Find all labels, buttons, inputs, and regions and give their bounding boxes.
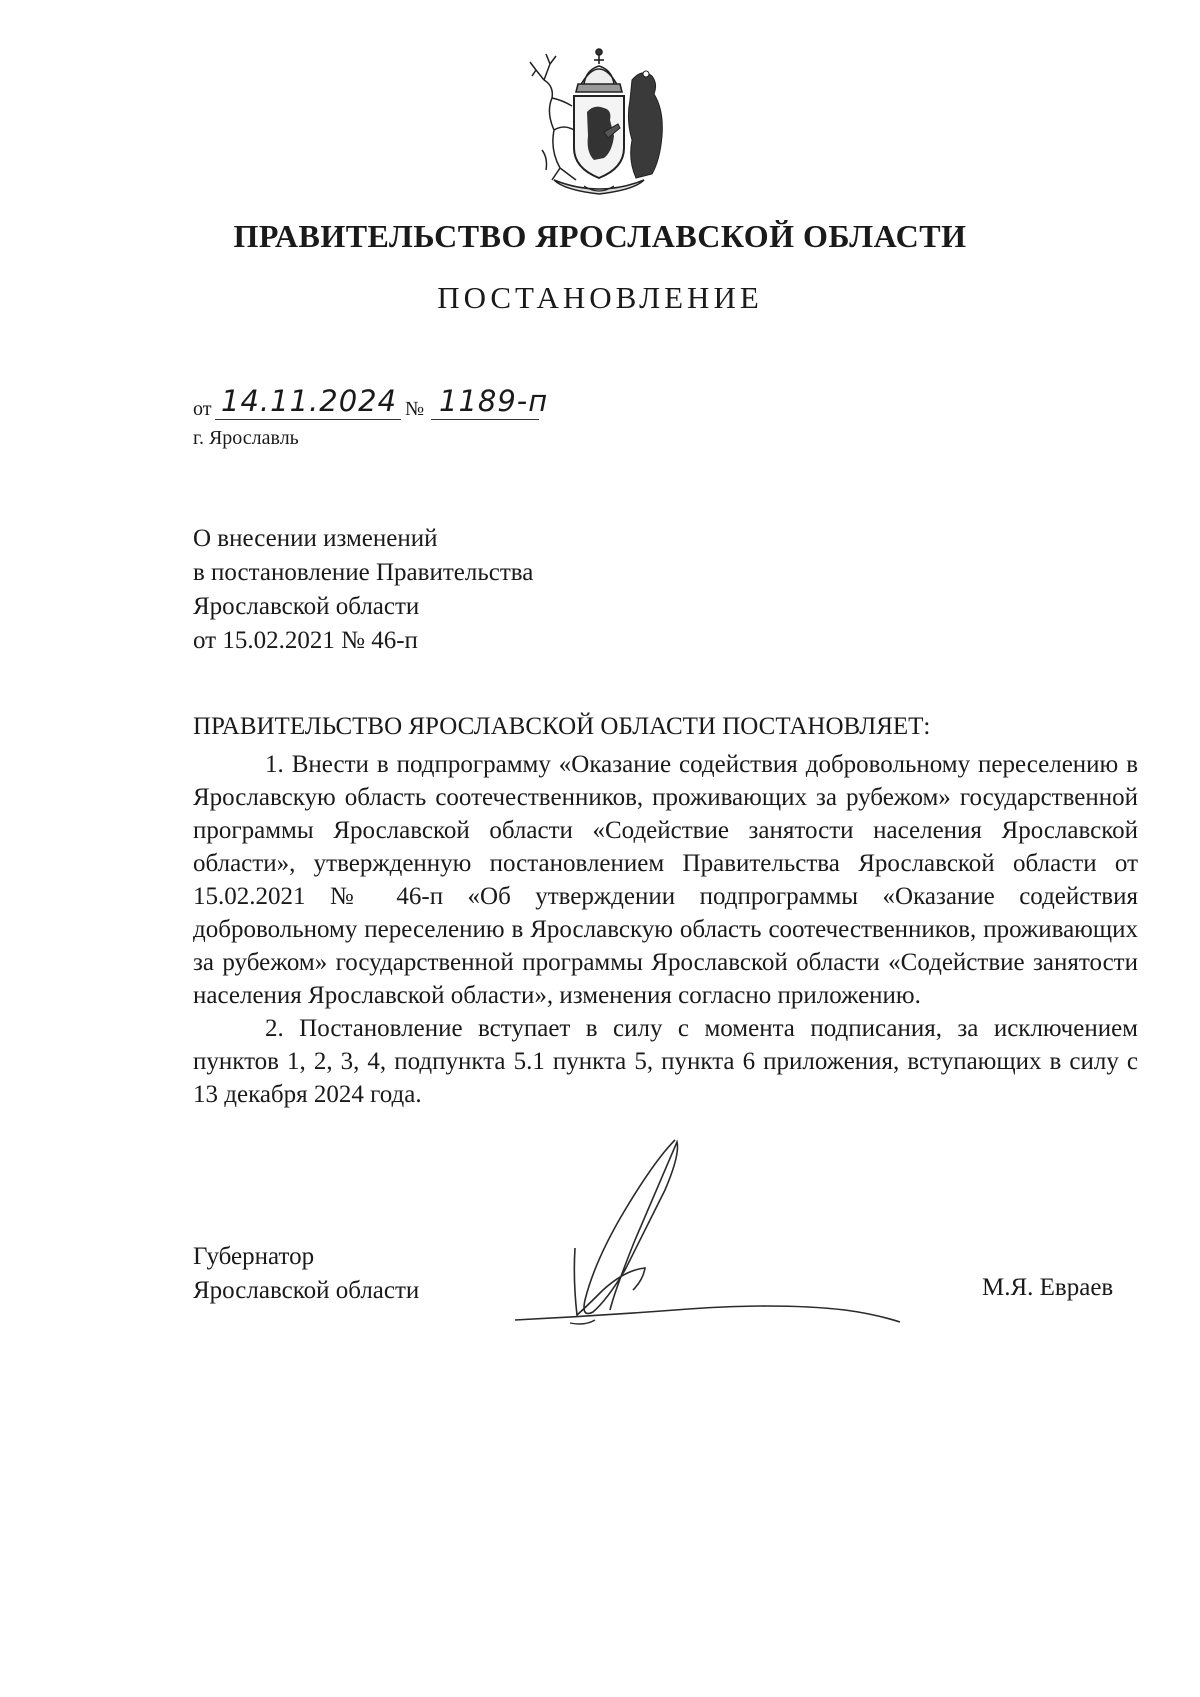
handwritten-number: 1189-п [439,384,549,418]
coat-of-arms-emblem [524,40,674,198]
document-type: ПОСТАНОВЛЕНИЕ [437,280,763,315]
date-prefix: от [193,398,212,420]
signatory-position [193,1240,419,1308]
subject-line: от 15.02.2021 № 46-п [193,627,418,654]
handwritten-date: 14.11.2024 [221,384,398,418]
handwritten-signature [515,1130,915,1340]
government-title: ПРАВИТЕЛЬСТВО ЯРОСЛАВСКОЙ ОБЛАСТИ [233,218,967,254]
number-prefix: № [405,398,425,420]
date-underline [215,419,401,420]
subject-line: Ярославской области [193,593,420,620]
position-line: Ярославской области [193,1277,420,1304]
paragraph-2: 2. Постановление вступает в силу с момента подписания, за исключением пунктов 1, 2, 3, 4, подпункта 5.1 пункта 5, пункта 6 приложения, вступающих в силу с 13 декабря 2024 года. [193,1015,1138,1108]
paragraph-1: 1. Внести в подпрограмму «Оказание содействия добровольному переселению в Ярославскую область соотечественников, проживающих за рубежом» государственной программы Ярославской области «Содействие занятости населения Ярославской области», утвержденную постановлением Правительства Ярославской области от 15.02.2021 № 46-п «Об утверждении подпрограммы «Оказание содействия добровольному переселению в Ярославскую область соотечественников, проживающих за рубежом» государственной программы Ярославской области «Содействие занятости населения Ярославской области», изменения согласно приложению. [193,751,1138,1009]
signatory-name: М.Я. Евраев [982,1274,1114,1301]
city: г. Ярославль [193,427,299,449]
position-line: Губернатор [193,1243,315,1270]
document-subject [193,522,533,658]
subject-line: О внесении изменений [193,525,438,552]
number-underline [431,419,539,420]
resolution-body [193,748,1138,1111]
resolution-heading: ПРАВИТЕЛЬСТВО ЯРОСЛАВСКОЙ ОБЛАСТИ ПОСТАНОВЛЯЕТ: [193,713,931,740]
subject-line: в постановление Правительства [193,559,534,586]
